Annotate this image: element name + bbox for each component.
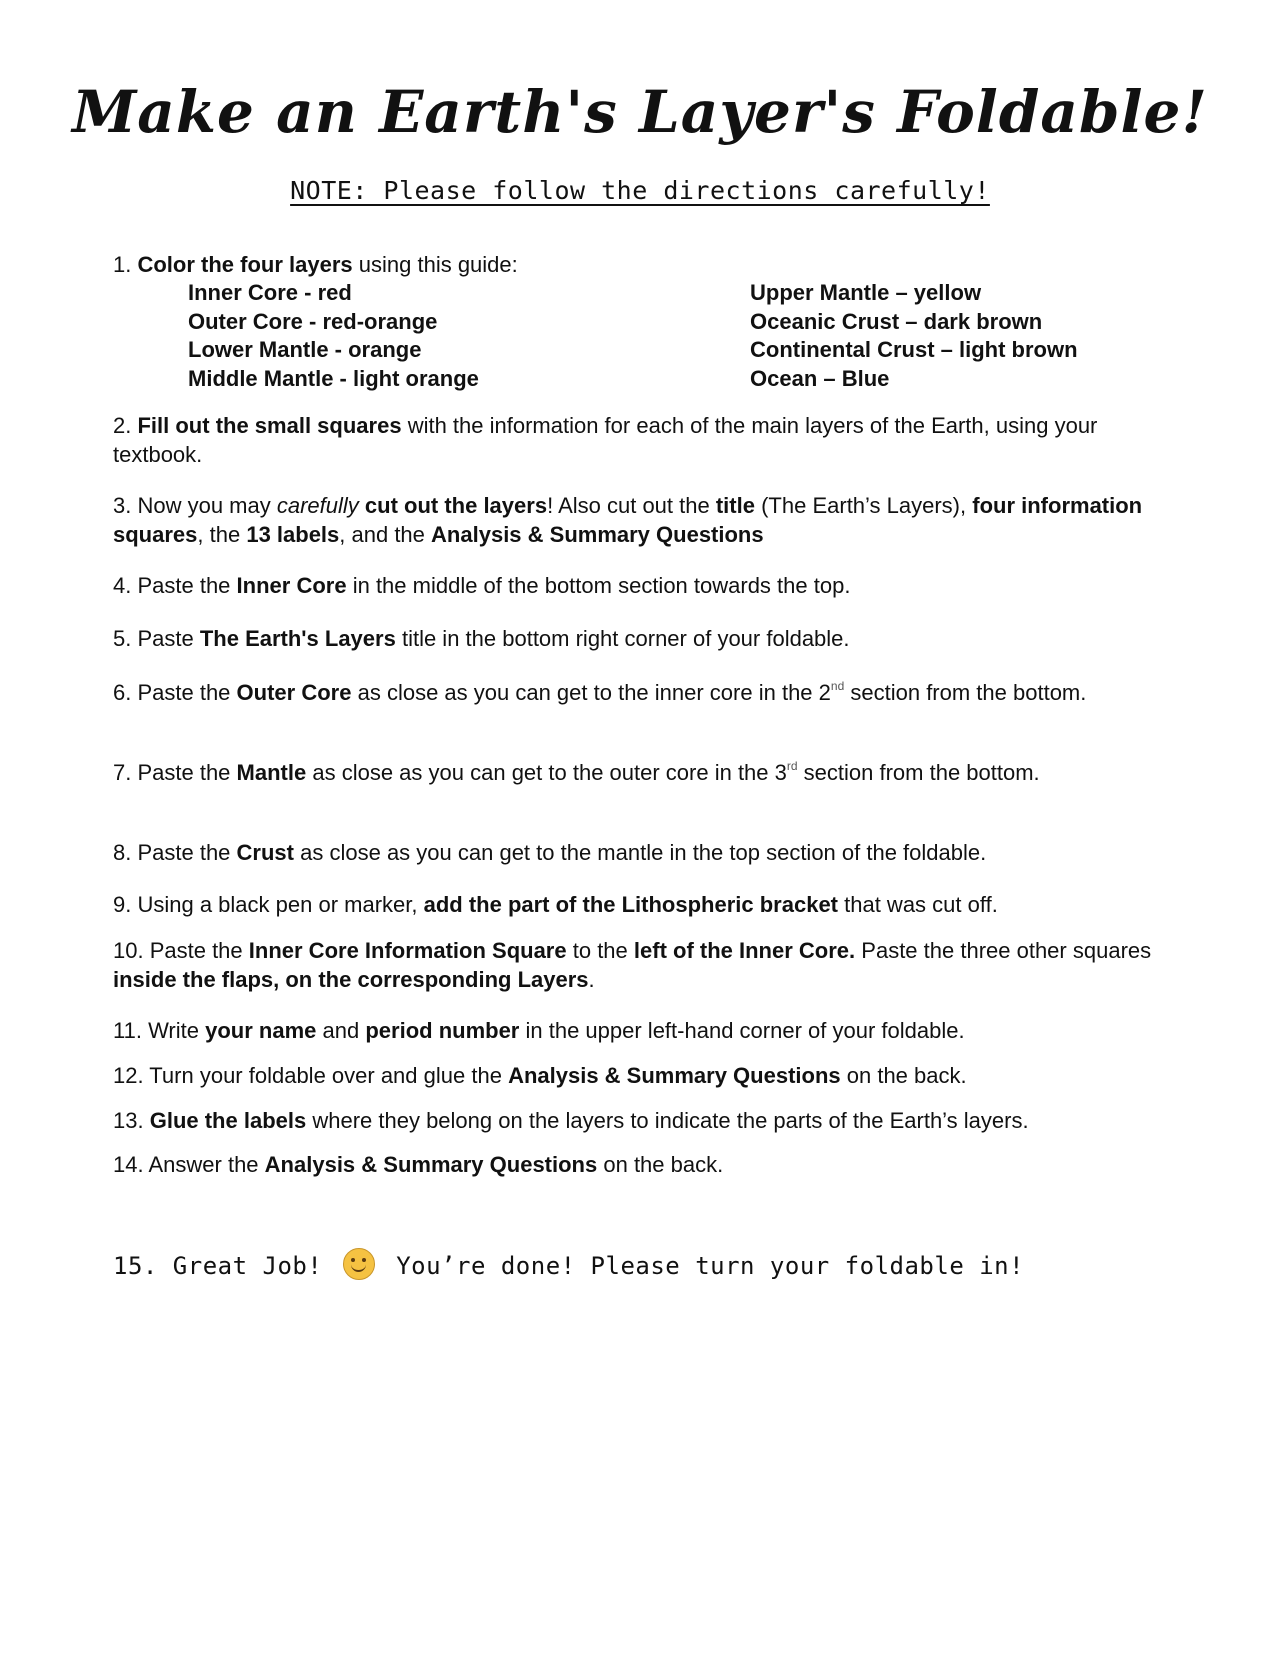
step-11: 11. Write your name and period number in the upper left-hand corner of your foldable.	[113, 1018, 965, 1043]
color-guide-item: Lower Mantle - orange	[188, 337, 422, 362]
color-guide-item: Upper Mantle – yellow	[750, 280, 982, 305]
color-guide-item: Middle Mantle - light orange	[188, 365, 479, 391]
color-guide-left	[188, 279, 479, 393]
step-12: 12. Turn your foldable over and glue the Analysis & Summary Questions on the back.	[113, 1063, 967, 1088]
step-7: 7. Paste the Mantle as close as you can get to the outer core in the 3rd section from the bottom.	[113, 759, 1040, 785]
step-5: 5. Paste The Earth's Layers title in the bottom right corner of your foldable.	[113, 626, 850, 651]
step-2: 2. Fill out the small squares with the information for each of the main layers of the Earth, using your textbook.	[113, 413, 1098, 467]
color-guide-item: Inner Core - red	[188, 280, 352, 305]
color-guide-item: Oceanic Crust – dark brown	[750, 308, 1043, 334]
color-guide-item: Ocean – Blue	[750, 365, 890, 391]
color-guide-item: Continental Crust – light brown	[750, 337, 1078, 362]
step-4: 4. Paste the Inner Core in the middle of the bottom section towards the top.	[113, 573, 851, 598]
step-3: 3. Now you may carefully cut out the layers! Also cut out the title (The Earth’s Layers), four information squares, the 13 labels, and the Analysis & Summary Questions	[113, 493, 1143, 547]
step-1: 1. Color the four layers using this guide:	[113, 252, 518, 277]
color-guide-right	[750, 279, 1078, 393]
step-15: 15. Great Job! You’re done! Please turn your foldable in!	[113, 1248, 1024, 1280]
step-14: 14. Answer the Analysis & Summary Questions on the back.	[113, 1152, 724, 1177]
step-8: 8. Paste the Crust as close as you can get to the mantle in the top section of the foldable.	[113, 840, 987, 865]
step-10: 10. Paste the Inner Core Information Square to the left of the Inner Core. Paste the three other squares inside the flaps, on the corresponding Layers.	[113, 938, 1152, 992]
page-title: Make an Earth's Layer's Foldable!	[72, 78, 1208, 146]
step-9: 9. Using a black pen or marker, add the part of the Lithospheric bracket that was cut off.	[113, 892, 998, 917]
step-13: 13. Glue the labels where they belong on the layers to indicate the parts of the Earth’s layers.	[113, 1108, 1029, 1133]
step-6: 6. Paste the Outer Core as close as you can get to the inner core in the 2nd section from the bottom.	[113, 679, 1087, 705]
note-heading: NOTE: Please follow the directions carefully!	[290, 176, 990, 205]
smiley-face-icon	[343, 1248, 375, 1280]
color-guide-item: Outer Core - red-orange	[188, 308, 438, 334]
